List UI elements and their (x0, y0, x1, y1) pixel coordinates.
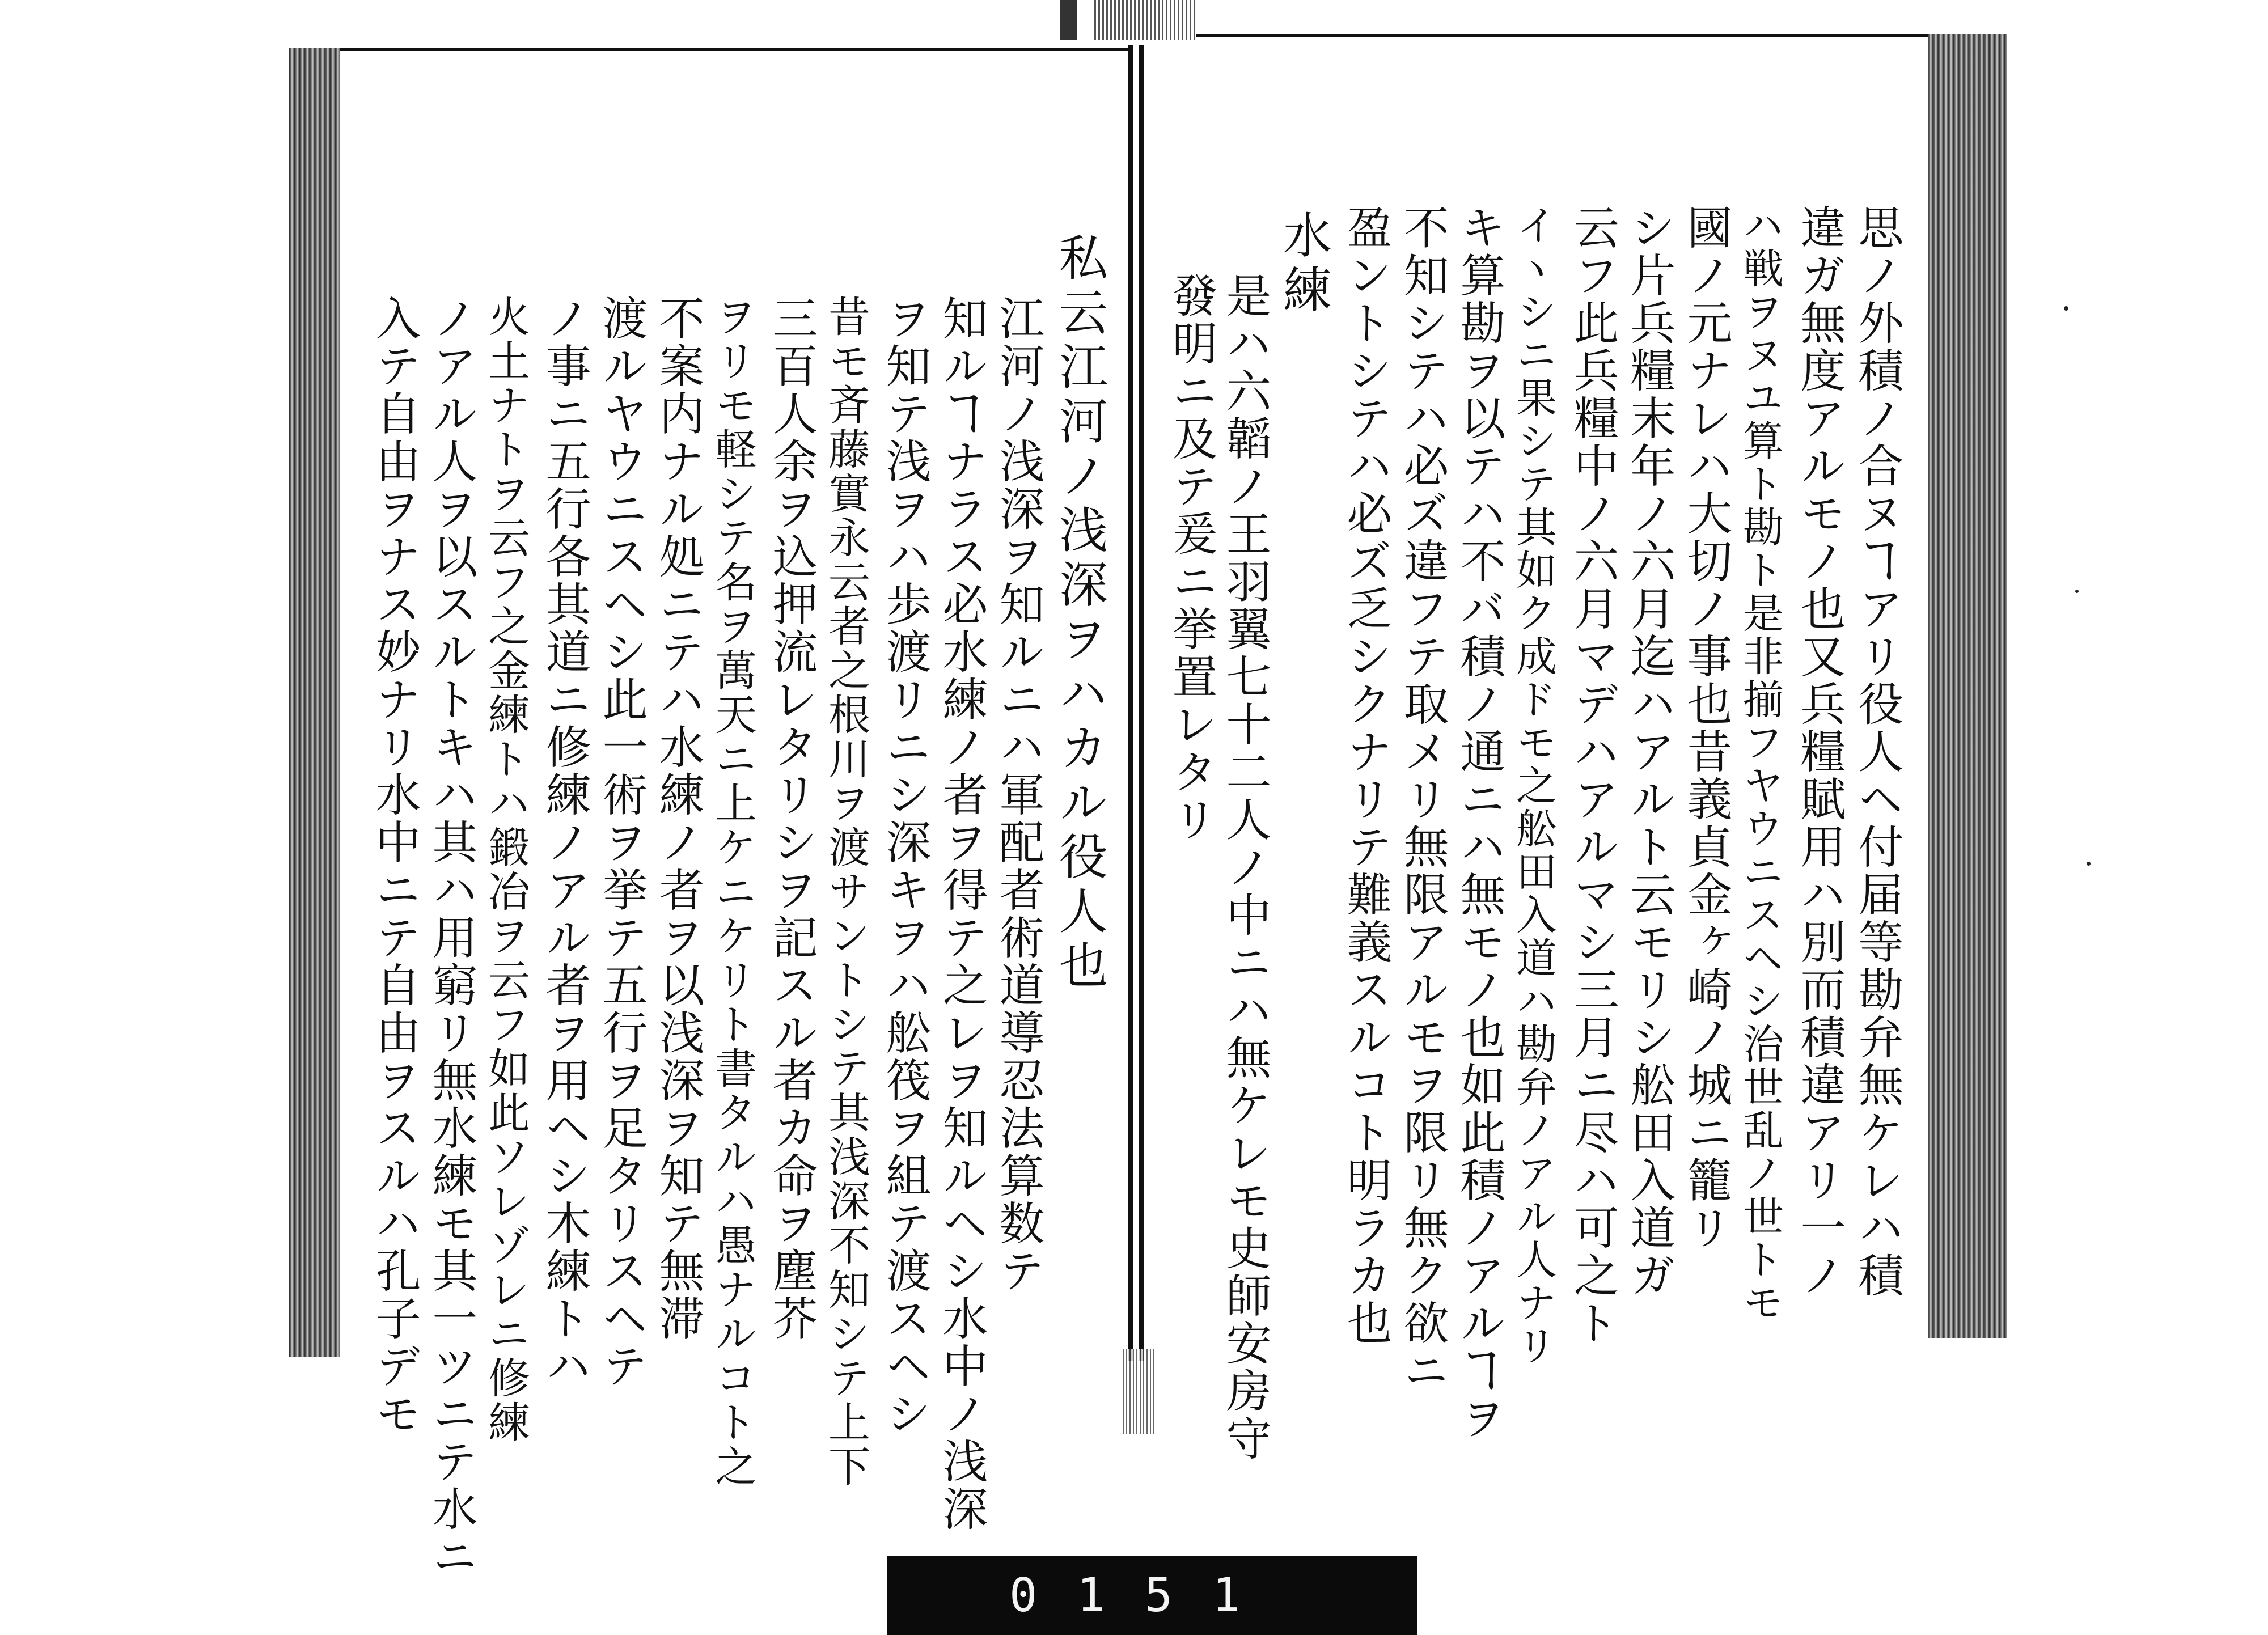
left-column-7: ヲリモ軽シテ名ヲ萬天ニ上ケニケリト書タルハ愚ナルコト之 (708, 295, 757, 1489)
section-heading-suiren: 水練 (1275, 210, 1331, 319)
left-column-4: ヲ知テ浅ヲハ歩渡リニシ深キヲハ舩筏ヲ組テ渡スヘシ (878, 295, 931, 1438)
right-column-6: 云フ此兵糧中ノ六月マデハアルマシ三月ニ尽ハ可之ト (1566, 204, 1619, 1347)
left-column-3: 知ルヿナラス必水練ノ者ヲ得テ之レヲ知ルヘシ水中ノ浅深 (935, 295, 988, 1533)
right-column-7: イヽシニ果シテ其如ク成ドモ之舩田入道ハ勘弁ノアル人ナリ (1509, 204, 1557, 1367)
scan-speck (2075, 590, 2079, 593)
spine-shadow (1123, 1349, 1157, 1434)
left-fore-edge (289, 48, 340, 1357)
right-column-10: 盈ントシテハ必ズ乏シクナリテ難義スルコト明ラカ也 (1339, 204, 1392, 1347)
left-column-11: 火土ナトヲ云フ之金練トハ鍛冶ヲ云フ如此ソレゾレニ修練 (481, 295, 530, 1445)
section-column-2: 發明ニ及テ爰ニ挙置レタリ (1165, 272, 1217, 844)
scan-speck (2064, 306, 2068, 311)
right-column-1: 思ノ外積ノ合ヌヿアリ役人ヘ付届等勘弁無ケレハ積 (1851, 204, 1903, 1299)
section-column-1: 是ハ六韜ノ王羽翼七十二人ノ中ニハ無ケレモ史師安房守 (1218, 272, 1271, 1463)
book-spine (1128, 45, 1144, 1361)
right-column-4: 國ノ元ナレハ大切ノ事也昔義貞金ヶ崎ノ城ニ籠リ (1679, 204, 1732, 1252)
left-column-13: 入テ自由ヲナス妙ナリ水中ニテ自由ヲスルハ孔子デモ (368, 295, 421, 1438)
right-fore-edge (1928, 34, 2007, 1338)
left-column-1-heading: 私云江河ノ浅深ヲハカル役人也 (1051, 232, 1107, 994)
left-column-12: ノアル人ヲ以スルトキハ其ハ用窮リ無水練モ其一ツニテ水ニ (425, 295, 477, 1581)
top-shadow-center (1094, 0, 1196, 40)
right-column-5: シ片兵糧末年ノ六月迄ハアルト云モリシ舩田入道ガ (1623, 204, 1675, 1299)
left-column-5: 昔モ斉藤實永云者之根川ヲ渡サントシテ其浅深不知シテ上下 (822, 295, 870, 1489)
right-column-9: 不知シテハ必ズ違フテ取メリ無限アルモヲ限リ無ク欲ニ (1396, 204, 1449, 1395)
scan-speck (2087, 862, 2091, 866)
left-column-9: 渡ルヤウニスヘシ此一術ヲ挙テ五行ヲ足タリスヘテ (595, 295, 648, 1390)
right-page-top-border (1144, 34, 1928, 37)
left-column-2: 江河ノ浅深ヲ知ルニハ軍配者術道導忍法算数テ (992, 295, 1044, 1295)
left-column-10: ノ事ニ五行各其道ニ修練ノアル者ヲ用ヘシ木練トハ (538, 295, 591, 1390)
right-column-2: 違ガ無度アルモノ也又兵糧賦用ハ別而積違アリ一ノ (1793, 204, 1846, 1299)
right-column-3: ハ戦ヲヌユ算ト勘ト是非揃フヤウニスヘシ治世乱ノ世トモ (1736, 204, 1784, 1324)
frame-number: 0151 (1009, 1569, 1280, 1623)
right-column-8: キ算勘ヲ以テハ不バ積ノ通ニハ無モノ也如此積ノアルヿヲ (1453, 204, 1505, 1442)
top-shadow-left (1060, 0, 1077, 40)
left-column-8: 不案内ナル処ニテハ水練ノ者ヲ以浅深ヲ知テ無滞 (651, 295, 704, 1342)
left-column-6: 三百人余ヲ込押流レタリシヲ記スル者カ命ヲ塵芥 (765, 295, 818, 1342)
left-page-top-border (340, 48, 1128, 51)
